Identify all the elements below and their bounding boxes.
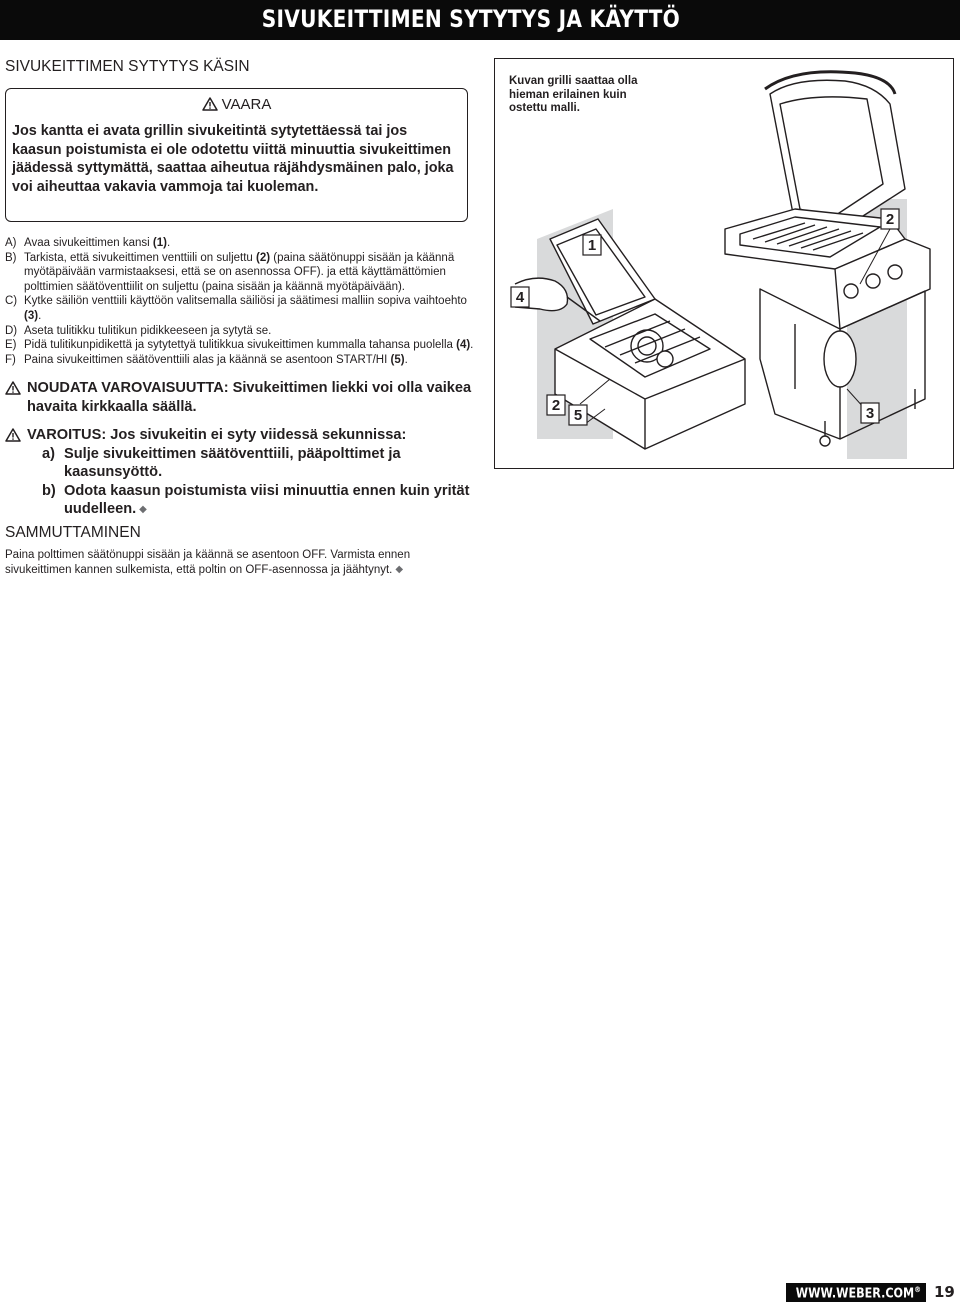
- step-ref: (3): [24, 309, 39, 322]
- warning-item: [5, 482, 475, 520]
- step-text: Pidä tulitikunpidikettä ja sytytettyä tulitikkua sivukeittimen kummalla tahansa puolella: [24, 339, 457, 352]
- step-letter: E): [5, 339, 17, 352]
- warning-head-text: VAROITUS: Jos sivukeitin ei syty viidessä sekunnissa:: [27, 427, 407, 443]
- warning-heading: [5, 426, 475, 445]
- step-letter: F): [5, 353, 16, 366]
- footer-url[interactable]: [795, 1285, 922, 1302]
- warning-triangle-icon: [202, 97, 218, 111]
- callout-label-4: 4: [515, 289, 525, 306]
- control-knob: [844, 284, 858, 298]
- step-item: [5, 324, 475, 339]
- step-ref: (4): [456, 339, 471, 352]
- step-item: [5, 338, 475, 353]
- callout-5: [569, 405, 587, 425]
- step-item: [5, 251, 475, 295]
- callout-label-2: 2: [885, 211, 895, 228]
- step-text-tail: .: [166, 237, 171, 249]
- callout-label-3: 3: [865, 405, 875, 422]
- step-item: [5, 294, 475, 323]
- callout-2-top: [881, 209, 899, 229]
- step-letter: D): [5, 324, 18, 337]
- grill-illustration: [494, 58, 954, 469]
- warning-item-text: Sulje sivukeittimen säätöventtiili, pääpolttimet ja kaasunsyöttö.: [64, 445, 401, 480]
- section-title-shutdown: SAMMUTTAMINEN: [5, 524, 141, 541]
- step-text-tail: .: [38, 309, 42, 322]
- callout-label-1: 1: [587, 237, 597, 254]
- footer-url-bar: [786, 1283, 926, 1302]
- step-letter: B): [5, 251, 17, 264]
- callout-2-bottom: [547, 395, 565, 415]
- step-item: [5, 236, 475, 251]
- warning-item-text: Odota kaasun poistumista viisi minuuttia ennen kuin yrität uudelleen.: [64, 482, 470, 517]
- step-text: Aseta tulitikku tulitikun pidikkeeseen ja sytytä se.: [24, 324, 272, 337]
- step-text: Tarkista, että sivukeittimen venttiili on suljettu: [24, 251, 257, 264]
- callout-label-2b: 2: [551, 397, 561, 414]
- step-letter: C): [5, 295, 18, 308]
- shutdown-body: Paina polttimen säätönuppi sisään ja käännä se asentoon OFF. Varmista ennen sivukeittimen kannen sulkemista, että poltin on OFF-asennossa ja jäähtynyt.: [5, 549, 411, 576]
- section-title-manual-lighting: SIVUKEITTIMEN SYTYTYS KÄSIN: [5, 58, 250, 75]
- lighting-steps: [5, 236, 475, 367]
- end-diamond-icon: ◆: [395, 563, 404, 575]
- caution-text: [5, 379, 475, 416]
- step-text-tail: .: [470, 339, 474, 352]
- registered-mark: ®: [914, 1285, 922, 1294]
- warning-item: [5, 445, 475, 482]
- warning-block: [5, 426, 475, 520]
- grill-drawing: [495, 59, 955, 470]
- shutdown-text: [5, 548, 475, 577]
- header-bar: [0, 0, 960, 40]
- step-ref: (2): [256, 251, 271, 264]
- footer-url-text: WWW.WEBER.COM: [795, 1286, 915, 1302]
- gas-tank: [824, 331, 856, 387]
- control-knob: [888, 265, 902, 279]
- caution-block: [5, 379, 475, 416]
- warning-item-letter: a): [42, 445, 55, 462]
- step-text: Avaa sivukeittimen kansi: [24, 237, 153, 249]
- figure-note: Kuvan grilli saattaa olla hieman erilainen kuin ostettu malli.: [509, 75, 638, 114]
- caution-label: NOUDATA VAROVAISUUTTA: Sivukeittimen liekki voi olla vaikea havaita kirkkaalla säällä.: [27, 380, 472, 415]
- step-ref: (1): [152, 237, 167, 249]
- warning-triangle-icon: [5, 428, 21, 442]
- step-item: [5, 353, 475, 368]
- step-text-tail: (paina säätönuppi sisään ja käännä myötäpäivään varmistaaksesi, että se on asennossa OFF). ja että käyttämättömien polttimien säätöventtiilit on suljettu (paina sisään ja käännä myötäpäivään).: [24, 251, 455, 293]
- control-knob: [866, 274, 880, 288]
- warning-triangle-icon: [5, 381, 21, 395]
- end-diamond-icon: ◆: [139, 504, 147, 515]
- warning-item-letter: b): [42, 482, 56, 499]
- page-number: 19: [934, 1283, 955, 1301]
- step-letter: A): [5, 237, 17, 249]
- danger-heading: [6, 96, 467, 113]
- step-text-tail: .: [404, 353, 408, 366]
- callout-3: [861, 403, 879, 423]
- step-text: Paina sivukeittimen säätöventtiili alas ja käännä se asentoon START/HI: [24, 353, 391, 366]
- step-ref: (5): [390, 353, 405, 366]
- danger-label: VAARA: [221, 96, 272, 113]
- danger-text: Jos kantta ei avata grillin sivukeitintä sytytettäessä tai jos kaasun poistumista ei ole odotettu viittä minuuttia sivukeittimen jäädessä syttymättä, saattaa aiheutua räjähdysmäinen palo, joka voi aiheuttaa vakavia vammoja tai kuoleman.: [12, 123, 454, 195]
- callout-1: [583, 235, 601, 255]
- danger-box: [5, 88, 468, 222]
- side-burner-knob: [657, 351, 673, 367]
- callout-4: [511, 287, 529, 307]
- step-text: Kytke säiliön venttiili käyttöön valitsemalla säiliösi ja säätimesi malliin sopiva vaihtoehto: [24, 295, 467, 308]
- page-header-title: SIVUKEITTIMEN SYTYTYS JA KÄYTTÖ: [261, 5, 680, 33]
- callout-label-5: 5: [573, 407, 583, 424]
